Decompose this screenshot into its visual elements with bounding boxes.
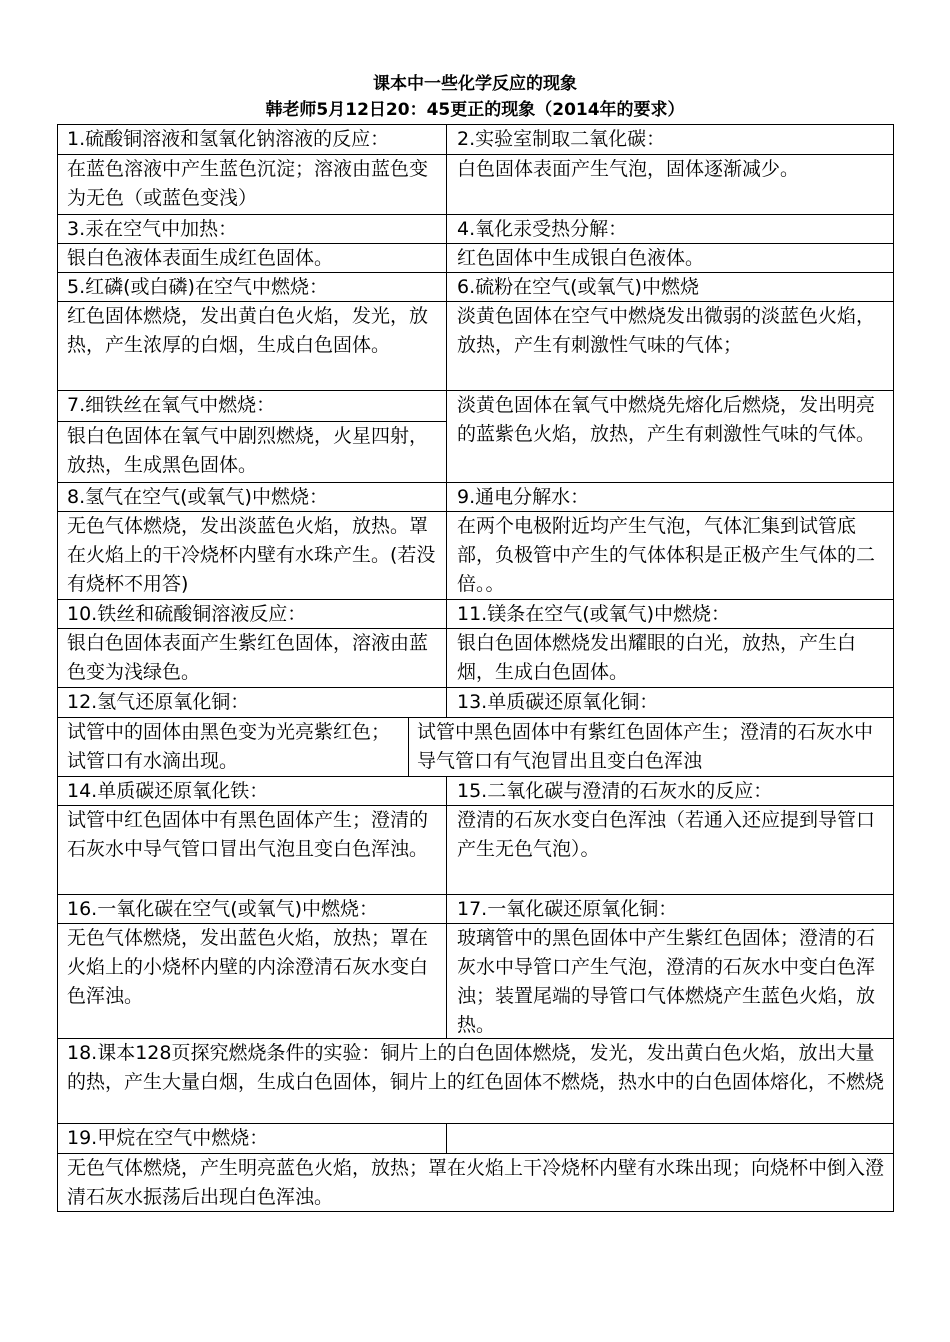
cell-5-left: 5.红磷(或白磷)在空气中燃烧： — [67, 276, 328, 298]
cell-2-left: 在蓝色溶液中产生蓝色沉淀；溶液由蓝色变为无色（或蓝色变浅） — [67, 158, 429, 209]
cell-13-left: 12.氢气还原氧化铜： — [67, 691, 250, 713]
document-subtitle: 韩老师5月12日20：45更正的现象（2014年的要求） — [265, 100, 685, 120]
cell-15-left: 14.单质碳还原氧化铁： — [67, 780, 269, 802]
cell-16-left: 试管中红色固体中有黑色固体产生；澄清的石灰水中导气管口冒出气泡且变白色浑浊。 — [67, 809, 429, 860]
cell-20-right — [447, 1124, 893, 1153]
cell-16-right: 澄清的石灰水变白色浑浊（若通入还应提到导管口产生无色气泡）。 — [457, 809, 876, 860]
cell-2-right: 白色固体表面产生气泡，固体逐渐减少。 — [457, 158, 800, 180]
reaction-table — [57, 124, 894, 1212]
cell-7-left: 7.细铁丝在氧气中燃烧： — [67, 394, 276, 416]
cell-14-left: 试管中的固体由黑色变为光亮紫红色；试管口有水滴出现。 — [67, 721, 391, 772]
cell-1-right: 2.实验室制取二氧化碳： — [457, 128, 666, 150]
cell-20-left: 19.甲烷在空气中燃烧： — [67, 1127, 269, 1149]
cell-9-left: 8.氢气在空气(或氧气)中燃烧： — [67, 486, 328, 508]
cell-17-right: 17.一氧化碳还原氧化铜： — [457, 898, 678, 920]
cell-17-left: 16.一氧化碳在空气(或氧气)中燃烧： — [67, 898, 379, 920]
cell-5-right: 6.硫粉在空气(或氧气)中燃烧 — [457, 276, 699, 298]
cell-21-full: 无色气体燃烧，产生明亮蓝色火焰，放热；罩在火焰上干冷烧杯内壁有水珠出现；向烧杯中倒入澄清石灰水振荡后出现白色浑浊。 — [67, 1157, 885, 1208]
cell-12-left: 银白色固体表面产生紫红色固体，溶液由蓝色变为浅绿色。 — [67, 632, 429, 683]
cell-10-left: 无色气体燃烧，发出淡蓝色火焰，放热。罩在火焰上的干冷烧杯内壁有水珠产生。(若没有烧杯不用答) — [67, 515, 436, 595]
cell-15-right: 15.二氧化碳与澄清的石灰水的反应： — [457, 780, 773, 802]
cell-6-right: 淡黄色固体在空气中燃烧发出微弱的淡蓝色火焰，放热，产生有刺激性气味的气体； — [457, 305, 876, 356]
cell-10-right: 在两个电极附近均产生气泡，气体汇集到试管底部，负极管中产生的气体体积是正极产生气体的二倍。。 — [457, 515, 876, 595]
cell-18-left: 无色气体燃烧，发出蓝色火焰，放热；罩在火焰上的小烧杯内壁的内涂澄清石灰水变白色浑浊。 — [67, 927, 429, 1007]
cell-9-right: 9.通电分解水： — [457, 486, 590, 508]
cell-11-left: 10.铁丝和硫酸铜溶液反应： — [67, 603, 307, 625]
cell-13-right: 13.单质碳还原氧化铜： — [457, 691, 659, 713]
cell-19-full: 18.课本128页探究燃烧条件的实验：铜片上的白色固体燃烧，发光，发出黄白色火焰，放出大量的热，产生大量白烟，生成白色固体，铜片上的红色固体不燃烧，热水中的白色固体熔化，不燃烧 — [67, 1042, 885, 1093]
cell-8-left: 银白色固体在氧气中剧烈燃烧，火星四射，放热，生成黑色固体。 — [67, 425, 429, 476]
cell-3-left: 3.汞在空气中加热： — [67, 218, 238, 240]
cell-4-left: 银白色液体表面生成红色固体。 — [67, 247, 334, 269]
cell-1-left: 1.硫酸铜溶液和氢氧化钠溶液的反应： — [67, 128, 390, 150]
cell-7-8-right: 淡黄色固体在氧气中燃烧先熔化后燃烧，发出明亮的蓝紫色火焰，放热，产生有刺激性气味的气体。 — [457, 394, 876, 445]
cell-12-right: 银白色固体燃烧发出耀眼的白光，放热，产生白烟，生成白色固体。 — [457, 632, 857, 683]
cell-4-right: 红色固体中生成银白色液体。 — [457, 247, 705, 269]
cell-3-right: 4.氧化汞受热分解： — [457, 218, 628, 240]
document-title: 课本中一些化学反应的现象 — [373, 74, 577, 94]
cell-18-right: 玻璃管中的黑色固体中产生紫红色固体；澄清的石灰水中导管口产生气泡，澄清的石灰水中变白色浑浊；装置尾端的导管口气体燃烧产生蓝色火焰，放热。 — [457, 927, 876, 1036]
cell-14-right: 试管中黑色固体中有紫红色固体产生；澄清的石灰水中导气管口有气泡冒出且变白色浑浊 — [417, 721, 874, 772]
cell-11-right: 11.镁条在空气(或氧气)中燃烧： — [457, 603, 731, 625]
cell-6-left: 红色固体燃烧，发出黄白色火焰，发光，放热，产生浓厚的白烟，生成白色固体。 — [67, 305, 429, 356]
